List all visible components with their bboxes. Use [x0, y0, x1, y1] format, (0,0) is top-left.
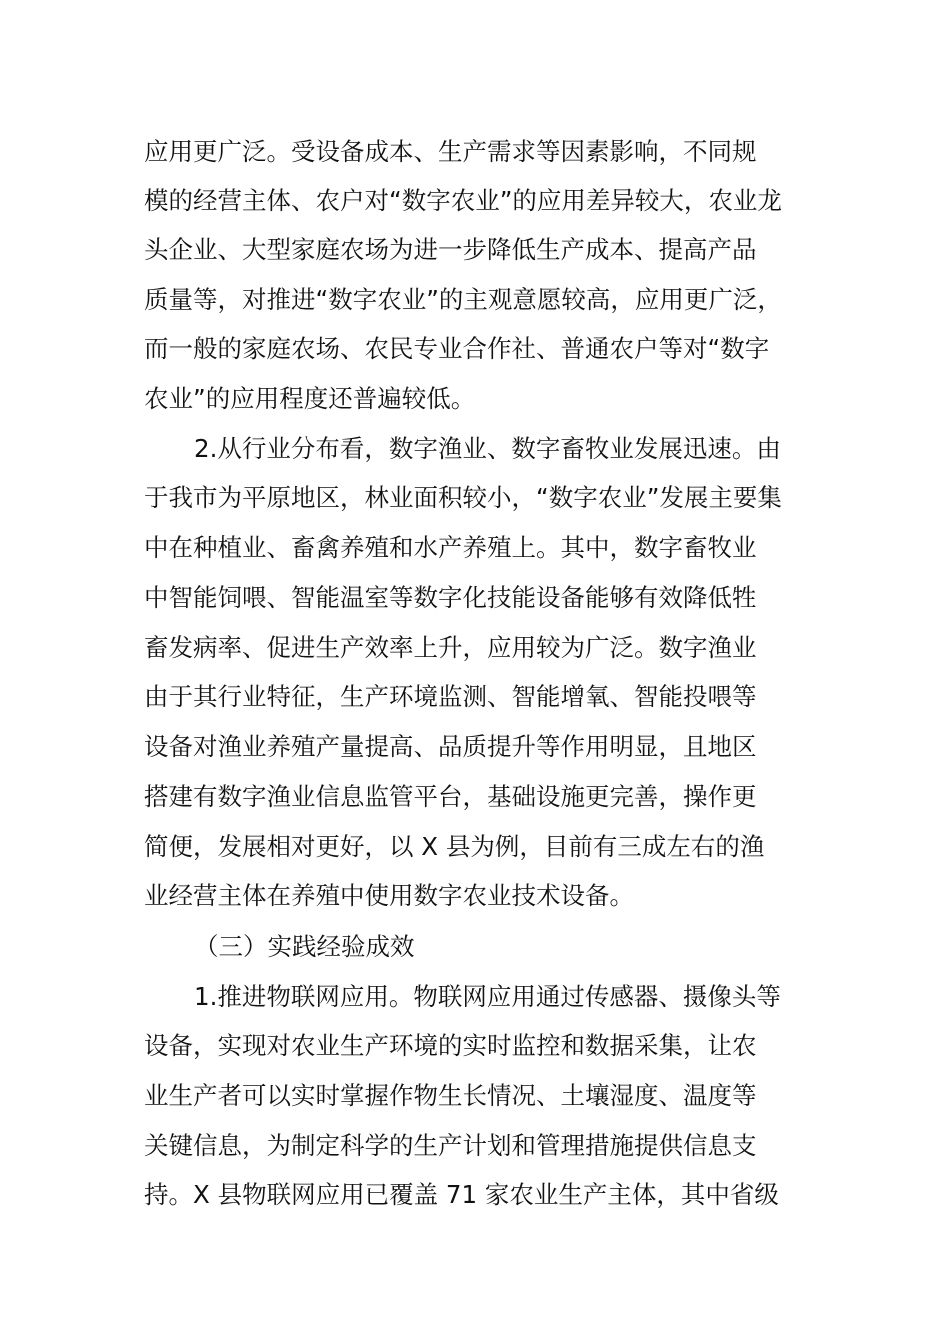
body-text-line: 模的经营主体、农户对“数字农业”的应用差异较大，农业龙 — [144, 186, 782, 215]
body-text-line: 设备对渔业养殖产量提高、品质提升等作用明显，且地区 — [144, 732, 757, 761]
body-text-line: 农业”的应用程度还普遍较低。 — [144, 384, 476, 413]
paragraph-start-line: 2.从行业分布看，数字渔业、数字畜牧业发展迅速。由 — [194, 434, 781, 463]
body-text-line: 业生产者可以实时掌握作物生长情况、土壤湿度、温度等 — [144, 1081, 757, 1110]
paragraph-start-line: 1.推进物联网应用。物联网应用通过传感器、摄像头等 — [194, 982, 781, 1011]
body-text-line: 持。X 县物联网应用已覆盖 71 家农业生产主体，其中省级 — [144, 1180, 779, 1209]
body-text-line: 畜发病率、促进生产效率上升，应用较为广泛。数字渔业 — [144, 633, 757, 662]
body-text-line: 搭建有数字渔业信息监管平台，基础设施更完善，操作更 — [144, 782, 757, 811]
body-text-line: 由于其行业特征，生产环境监测、智能增氧、智能投喂等 — [144, 682, 757, 711]
body-text-line: 简便，发展相对更好，以 X 县为例，目前有三成左右的渔 — [144, 832, 765, 861]
body-text-line: 于我市为平原地区，林业面积较小，“数字农业”发展主要集 — [144, 483, 782, 512]
body-text-line: 设备，实现对农业生产环境的实时监控和数据采集，让农 — [144, 1031, 757, 1060]
body-text-line: 头企业、大型家庭农场为进一步降低生产成本、提高产品 — [144, 235, 757, 264]
body-text-line: 中智能饲喂、智能温室等数字化技能设备能够有效降低牲 — [144, 583, 757, 612]
body-text-line: 中在种植业、畜禽养殖和水产养殖上。其中，数字畜牧业 — [144, 533, 757, 562]
body-text-line: 关键信息，为制定科学的生产计划和管理措施提供信息支 — [144, 1131, 757, 1160]
body-text-line: 质量等，对推进“数字农业”的主观意愿较高，应用更广泛， — [144, 285, 782, 314]
body-text-line: 应用更广泛。受设备成本、生产需求等因素影响，不同规 — [144, 137, 757, 166]
body-text-line: 业经营主体在养殖中使用数字农业技术设备。 — [144, 881, 634, 910]
body-text-line: 而一般的家庭农场、农民专业合作社、普通农户等对“数字 — [144, 334, 770, 363]
section-heading: （三）实践经验成效 — [194, 932, 415, 961]
